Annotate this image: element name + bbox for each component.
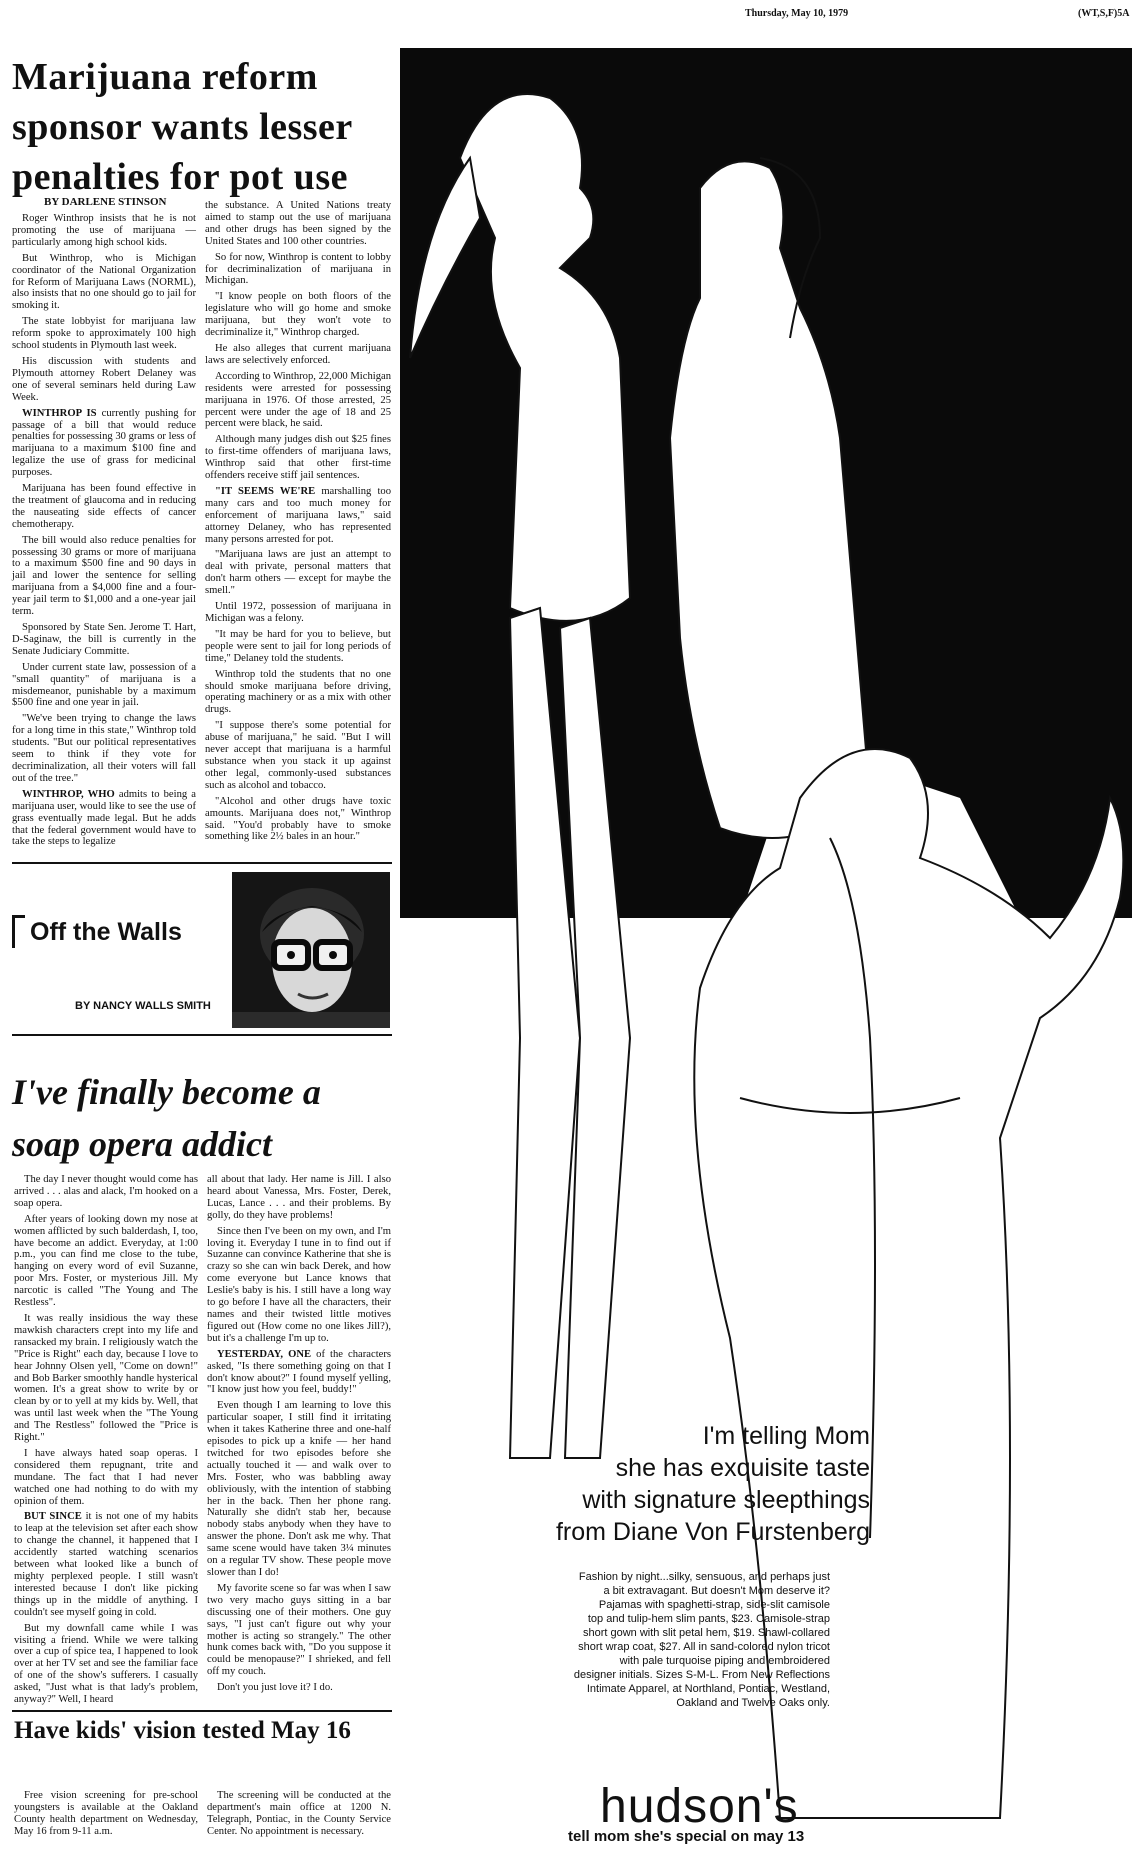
article-paragraph: Under current state law, possession of a "small quantity" of marijuana is a misdemeanor, punishable by a maximum $500 fine and one year in jail. — [12, 661, 196, 709]
article-paragraph: Don't you just love it? I do. — [217, 1682, 333, 1694]
feature-corner-mark — [12, 915, 25, 948]
article-paragraph: "It may be hard for you to believe, but people were sent to jail for long periods of time," Delaney told the students. — [205, 628, 391, 664]
article-paragraph: all about that lady. Her name is Jill. I also heard about Vanessa, Mrs. Foster, Derek, Lucas, Lance . . . and their problems. By golly, do they have problems! — [207, 1174, 391, 1221]
article-paragraph: WINTHROP IS currently pushing for passage of a bill that would reduce penalties for possessing 30 grams or less of marijuana to a maximum $100 fine and legalize the use of grass for medicinal purposes. — [12, 407, 196, 479]
article2-column-1 — [14, 1174, 198, 1710]
author-photo — [232, 872, 390, 1028]
article-paragraph: Winthrop told the students that no one should smoke marijuana before driving, operating machinery or as a mix with other drugs. — [205, 668, 391, 716]
article-paragraph: The bill would also reduce penalties for possessing 30 grams or more of marijuana to a maximum $500 fine and 90 days in jail and lower the sentence for selling marijuana from a $4,000 fine and a four-year jail term to $1,000 and a one-year jail term. — [12, 534, 196, 618]
article-paragraph: YESTERDAY, ONE of the characters asked, "Is there something going on that I don't know about?" I found myself yelling, "I know just how you feel, buddy!" — [207, 1348, 391, 1396]
feature-top-rule — [12, 862, 392, 864]
article2-headline: I've finally become a soap opera addict — [12, 1072, 321, 1164]
article-paragraph: Until 1972, possession of marijuana in Michigan was a felony. — [205, 601, 391, 624]
ad-copy — [500, 1570, 830, 1710]
article-paragraph: But my downfall came while I was visiting a friend. While we were talking over a cup of spice tea, I happened to look over at her TV set and see the familiar face of one of the show's sufferers. I casually asked, "Just what is that lady's problem, anyway?" Well, I heard — [14, 1622, 198, 1706]
hudsons-advertisement — [400, 38, 1132, 1858]
ad-copy-line: short gown with slit petal hem, $19. Shawl-collared — [582, 1627, 830, 1639]
ad-copy-line: a bit extravagant. But doesn't Mom deserve it? — [603, 1585, 830, 1597]
article-paragraph: Roger Winthrop insists that he is not promoting the use of marijuana — particularly among high school kids. — [12, 213, 196, 248]
article1-headline: Marijuana reform sponsor wants lesser penalties for pot use — [12, 56, 353, 198]
paragraph-run-in: BUT SINCE — [24, 1511, 82, 1523]
article-paragraph: He also alleges that current marijuana laws are selectively enforced. — [205, 342, 391, 366]
article-paragraph: "I know people on both floors of the legislature who will go home and smoke marijuana, but they won't vote to decriminalize it," Winthrop charged. — [205, 291, 391, 339]
article1-byline: BY DARLENE STINSON — [44, 196, 167, 208]
article-paragraph: Even though I am learning to love this particular soaper, I still find it irritating when it takes Katherine three and one-half episodes to pick up a knife — her hand twitched for two episodes before she actually touched it — and walk over to Mrs. Foster, who was babbling away obliviously, with the intention of stabbing her in the back. Then her phone rang. Naturally she didn't stab her, because nobody stabs anybody when they have to answer the phone. Don't ask me why. That same scene would have taken 3¼ minutes on a regular TV show. These people move slower than I do! — [207, 1400, 391, 1578]
ad-copy-line: Pajamas with spaghetti-strap, side-slit camisole — [598, 1599, 830, 1611]
article-paragraph: Marijuana has been found effective in the treatment of glaucoma and in reducing the nauseating side effects of cancer chemotherapy. — [12, 483, 196, 530]
article-paragraph: "Alcohol and other drugs have toxic amounts. Marijuana does not," Winthrop said. "You'd probably have to smoke something like 2½ bales in an hour." — [205, 795, 391, 843]
ad-brand-logo: hudson's — [600, 1780, 799, 1833]
article-paragraph: It was really insidious the way these mawkish characters crept into my life and ransacked my brain. I religiously watch the "Price is Right" each day, because I love to hear Johnny Olsen yell, "Come on down!" and Bob Barker smoothly handle hysterical women. It's a great show to write by or clean by or to yell at my kids by. Well, that was until last week when the "The Young and The Restless" followed the "Price is Right." — [14, 1312, 198, 1444]
article-paragraph: "IT SEEMS WE'RE marshalling too many cars and too much money for enforcement of marijuana laws," said attorney Delaney, who has represented many persons arrested for pot. — [205, 485, 391, 545]
article3-column-2 — [207, 1790, 391, 1842]
article1-column-2 — [205, 200, 391, 847]
article-paragraph: According to Winthrop, 22,000 Michigan residents were arrested for possessing marijuana in 1976. Of those arrested, 25 percent were under the age of 18 and 25 percent were black, he said. — [205, 370, 391, 430]
ad-headline — [430, 1420, 870, 1548]
article-paragraph: "Marijuana laws are just an attempt to deal with private, personal matters that don't harm others — except for maybe the smell." — [205, 549, 391, 597]
article-paragraph: BUT SINCE it is not one of my habits to leap at the television set after each show to change the channel, it happened that I accidently started watching scenarios between what looked like a bunch of mighty perplexed people. I still wasn't interested because I don't like picking things up in the middle of anything. I couldn't see myself going in cold. — [14, 1511, 198, 1618]
article-paragraph: Since then I've been on my own, and I'm loving it. Everyday I tune in to find out if Suzanne can convince Katherine that she is crazy so she can win back Derek, and how come everyone but Lance knows that Leslie's baby is his. I still have a long way to go before I have all the characters, their names and their twisted little motives figured out (How come no one likes Jill?), but it's a challenge I'm up to. — [207, 1225, 391, 1344]
article-paragraph: His discussion with students and Plymouth attorney Robert Delaney was one of several seminars held during Law Week. — [12, 355, 196, 403]
ad-copy-line: short wrap coat, $27. All in sand-colored nylon tricot — [578, 1641, 830, 1653]
article3-headline: Have kids' vision tested May 16 — [14, 1717, 351, 1744]
ad-copy-line: designer initials. Sizes S-M-L. From New Reflections — [573, 1669, 830, 1681]
article3-top-rule — [12, 1710, 392, 1712]
masthead-edition: (WT,S,F)5A — [1078, 8, 1130, 19]
article2-column-2 — [207, 1174, 391, 1698]
article-paragraph: The screening will be conducted at the department's main office at 1200 N. Telegraph, Pontiac, in the County Service Center. No appointment is necessary. — [207, 1790, 391, 1837]
article1-column-1 — [12, 213, 196, 852]
ad-copy-line: top and tulip-hem slim pants, $23. Camisole-strap — [587, 1613, 830, 1625]
article3-column-1 — [14, 1790, 198, 1842]
ad-copy-line: Fashion by night...silky, sensuous, and perhaps just — [578, 1571, 830, 1583]
article-paragraph: The day I never thought would come has arrived . . . alas and alack, I'm hooked on a soap opera. — [14, 1174, 198, 1209]
paragraph-run-in: YESTERDAY, ONE — [217, 1348, 312, 1360]
feature-title: Off the Walls — [30, 918, 182, 946]
article-paragraph: Although many judges dish out $25 fines to first-time offenders of marijuana laws, Winthrop said that other first-time offenders receive stiff jail sentences. — [205, 434, 391, 482]
ad-copy-line: Oakland and Twelve Oaks only. — [676, 1697, 830, 1709]
masthead-date: Thursday, May 10, 1979 — [745, 8, 849, 19]
article-paragraph: My favorite scene so far was when I saw two very macho guys sitting in a bar discussing one of their mothers. One guy says, "I just can't figure out why your mother is acting so strangely." The other hunk comes back with, "Do you suppose it could be menopause?" I shrieked, and fell off my couch. — [207, 1582, 391, 1678]
paragraph-run-in: WINTHROP, WHO — [22, 788, 115, 800]
ad-headline-line: I'm telling Mom — [702, 1422, 870, 1450]
feature-bottom-rule — [12, 1034, 392, 1036]
article-paragraph: But Winthrop, who is Michigan coordinator of the National Organization for Reform of Marijuana Laws (NORML), also insists that no one should go to jail for smoking it. — [12, 252, 196, 312]
article-paragraph: So for now, Winthrop is content to lobby for decriminalization of marijuana in Michigan. — [205, 251, 391, 287]
ad-copy-line: Intimate Apparel, at Northland, Pontiac, Westland, — [586, 1683, 830, 1695]
article-paragraph: WINTHROP, WHO admits to being a marijuana user, would like to see the use of grass eventually made legal. But he adds that the federal government would have to take the steps to legalize — [12, 788, 196, 848]
article-paragraph: "I suppose there's some potential for abuse of marijuana," he said. "But I will never accept that marijuana is a harmful substance when you stack it up against other legal, commonly-used substances such as alcohol and tobacco. — [205, 720, 391, 791]
article-paragraph: Sponsored by State Sen. Jerome T. Hart, D-Saginaw, the bill is currently in the Senate Judiciary Committe. — [12, 622, 196, 657]
feature-byline: BY NANCY WALLS SMITH — [75, 1000, 211, 1012]
article-paragraph: The state lobbyist for marijuana law reform spoke to approximately 100 high school students in Plymouth last week. — [12, 316, 196, 352]
article-paragraph: Free vision screening for pre-school youngsters is available at the Oakland County health department on Wednesday, May 16 from 9-11 a.m. — [14, 1790, 198, 1837]
article-paragraph: I have always hated soap operas. I considered them repugnant, trite and mundane. The fact that I had never watched one had nothing to do with my opinion of them. — [14, 1447, 198, 1507]
ad-tagline: tell mom she's special on may 13 — [568, 1828, 805, 1845]
article-paragraph: After years of looking down my nose at women afflicted by such balderdash, I, too, have become an addict. Everyday, at 1:00 p.m., you can find me close to the tube, hanging on every word of evil Suzanne, poor Mrs. Foster, or mysterious Jill. My narcotic is called "The Young and The Restless". — [14, 1213, 198, 1309]
ad-copy-line: with pale turquoise piping and embroidered — [619, 1655, 830, 1667]
article-paragraph: "We've been trying to change the laws for a long time in this state," Winthrop told students. "But our political representatives seem to think if they vote for decriminalization, all their voters will fall out of the tree." — [12, 713, 196, 784]
article-paragraph: the substance. A United Nations treaty aimed to stamp out the use of marijuana and other drugs has been signed by the United States and 100 other countries. — [205, 200, 391, 247]
ad-headline-line: she has exquisite taste — [615, 1454, 870, 1482]
paragraph-run-in: "IT SEEMS WE'RE — [215, 485, 316, 497]
ad-headline-line: from Diane Von Furstenberg — [555, 1518, 870, 1546]
ad-headline-line: with signature sleepthings — [582, 1486, 870, 1514]
paragraph-run-in: WINTHROP IS — [22, 407, 97, 419]
